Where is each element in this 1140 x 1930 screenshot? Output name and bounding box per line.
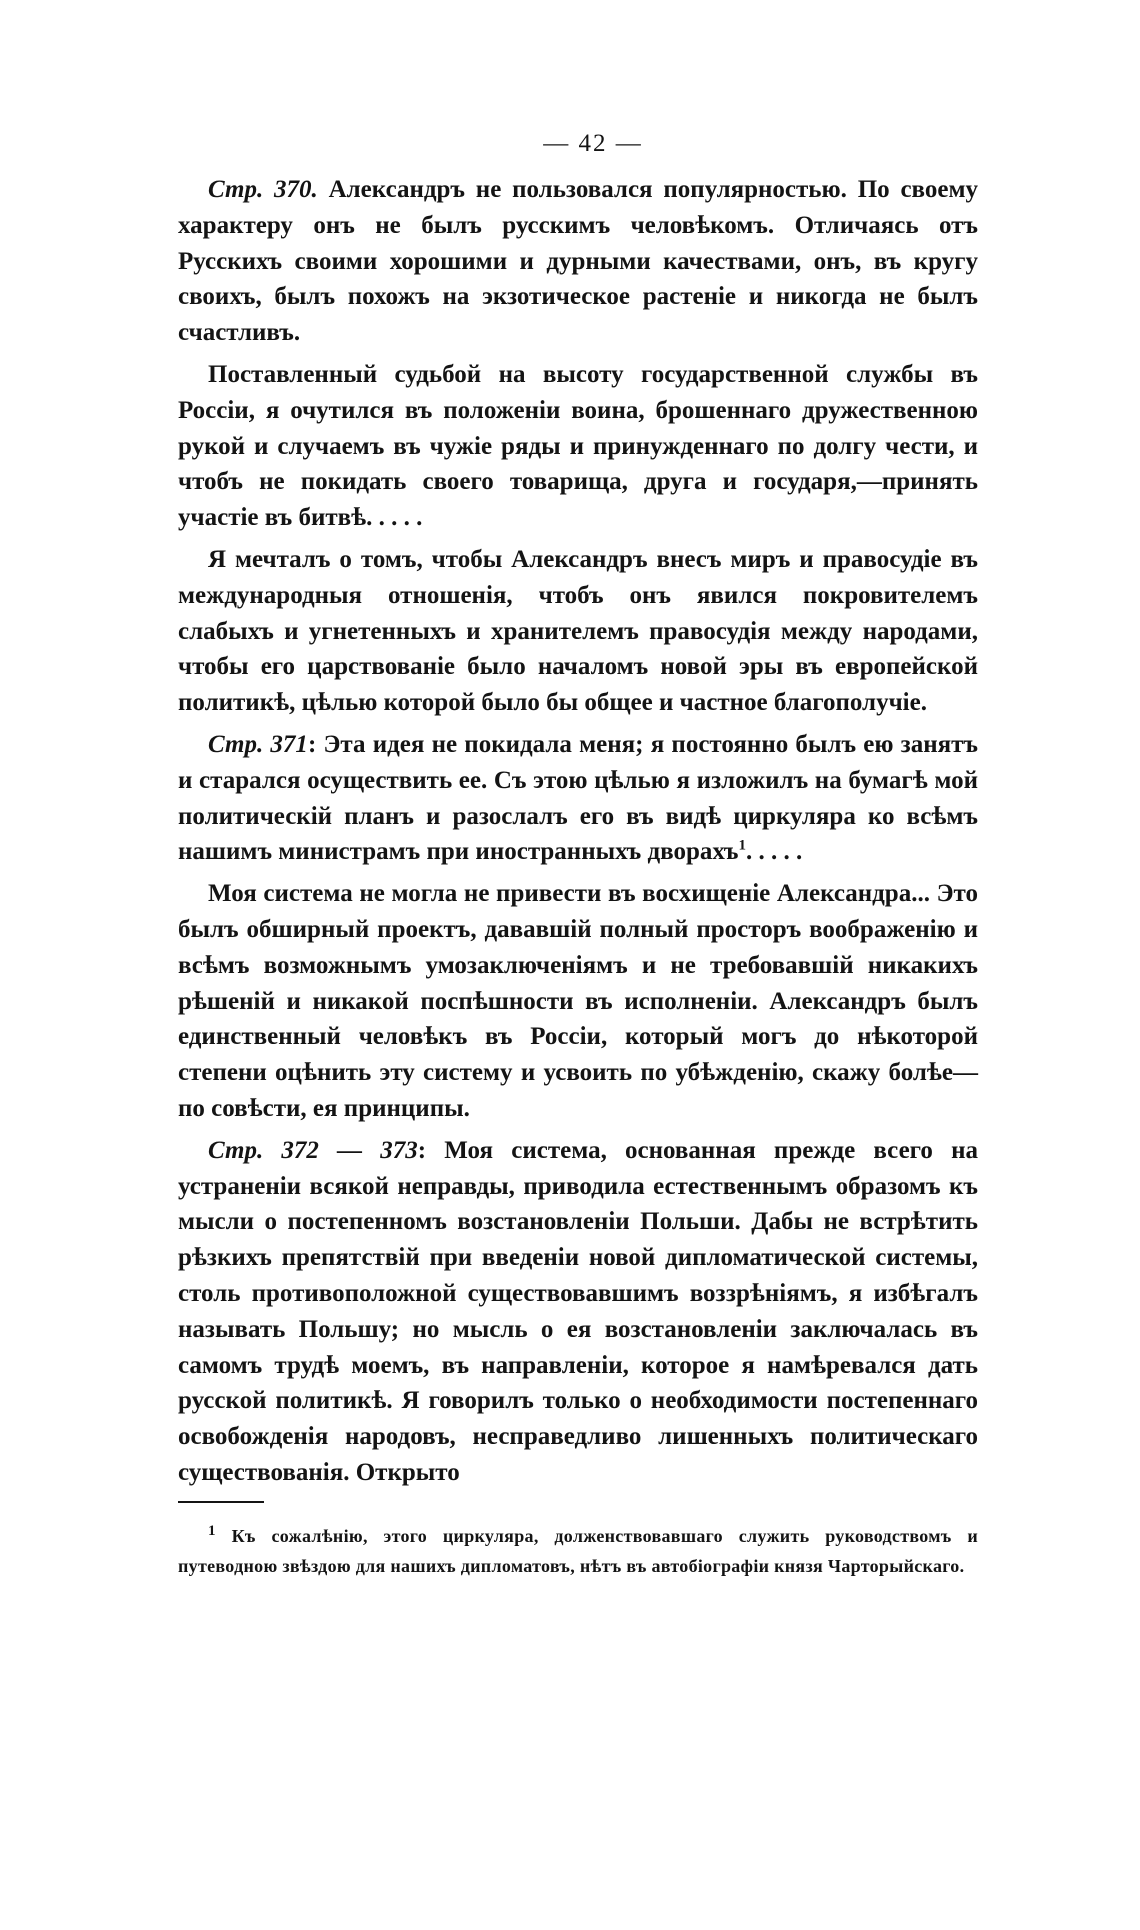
- footnote-divider: [178, 1501, 264, 1503]
- paragraph-tail: . . . . .: [746, 838, 803, 866]
- paragraph-text: Моя система не могла не привести въ восхищеніе Александра... Это былъ обширный проектъ, дававшій полный просторъ воображенію и всѣмъ возможнымъ умозаключеніямъ и не требовавшій никакихъ рѣшеній и никакой поспѣшности въ исполненіи. Александръ былъ единственный человѣкъ въ Россіи, который могъ до нѣкоторой степени оцѣнить эту систему и усвоить по убѣжденію, скажу болѣе—по совѣсти, ея принципы.: [178, 880, 978, 1122]
- page-number: — 42 —: [543, 130, 643, 157]
- paragraph-text: : Эта идея не покидала меня; я постоянно былъ ею занятъ и старался осуществить ее. Съ этою цѣлью я изложилъ на бумагѣ мой политическій планъ и разослалъ его въ видѣ циркуляра ко всѣмъ нашимъ министрамъ при иностранныхъ дворахъ: [178, 730, 978, 866]
- paragraph-text: Я мечталъ о томъ, чтобы Александръ внесъ миръ и правосудіе въ международныя отношенія, чтобъ онъ явился покровителемъ слабыхъ и угнетенныхъ и хранителемъ правосудія между народами, чтобы его царствованіе было началомъ новой эры въ европейской политикѣ, цѣлью которой было бы общее и частное благополучіе.: [178, 545, 978, 717]
- footnote-marker: 1: [738, 838, 747, 855]
- paragraph-dream: [178, 542, 978, 721]
- page-reference: Стр. 371: [208, 730, 308, 758]
- paragraph-system: [178, 876, 978, 1127]
- book-page: [178, 130, 978, 1599]
- page-reference: Стр. 370.: [208, 176, 318, 203]
- page-reference: Стр. 372 — 373: [208, 1136, 418, 1164]
- paragraph-text: : Моя система, основанная прежде всего на устраненіи всякой неправды, приводила естественнымъ образомъ къ мысли о постепенномъ возстановленіи Польши. Дабы не встрѣтить рѣзкихъ препятствій при введеніи новой дипломатической системы, столь противоположной существовавшимъ воззрѣніямъ, я избѣгалъ называть Польшу; но мысль о ея возстановленіи заключалась въ самомъ трудѣ моемъ, въ направленіи, которое я намѣревался дать русской политикѣ. Я говорилъ только о необходимости постепеннаго освобожденія народовъ, несправедливо лишенныхъ политическаго существованія. Открыто: [178, 1136, 978, 1486]
- paragraph-text: Александръ не пользовался популярностью. По своему характеру онъ не былъ русскимъ человѣкомъ. Отличаясь отъ Русскихъ своими хорошими и дурными качествами, онъ, въ кругу своихъ, былъ похожъ на экзотическое растеніе и никогда не былъ счастливъ.: [178, 176, 978, 347]
- paragraph-372-373: [178, 1133, 978, 1491]
- paragraph-text: Поставленный судьбой на высоту государственной службы въ Россіи, я очутился въ положеніи воина, брошеннаго дружественною рукой и случаемъ въ чужіе ряды и принужденнаго по долгу чести, и чтобъ не покидать своего товарища, друга и государя,—принять участіе въ битвѣ. . . . .: [178, 360, 978, 532]
- footnote-number: 1: [208, 1522, 216, 1539]
- paragraph-371: [178, 727, 978, 870]
- footnote-text: Къ сожалѣнію, этого циркуляра, долженствовавшаго служить руководствомъ и путеводною звѣздою для нашихъ дипломатовъ, нѣтъ въ автобіографіи князя Чарторыйскаго.: [178, 1525, 978, 1576]
- paragraph-370: [178, 172, 978, 351]
- footnote: [178, 1521, 978, 1581]
- paragraph-service: [178, 357, 978, 536]
